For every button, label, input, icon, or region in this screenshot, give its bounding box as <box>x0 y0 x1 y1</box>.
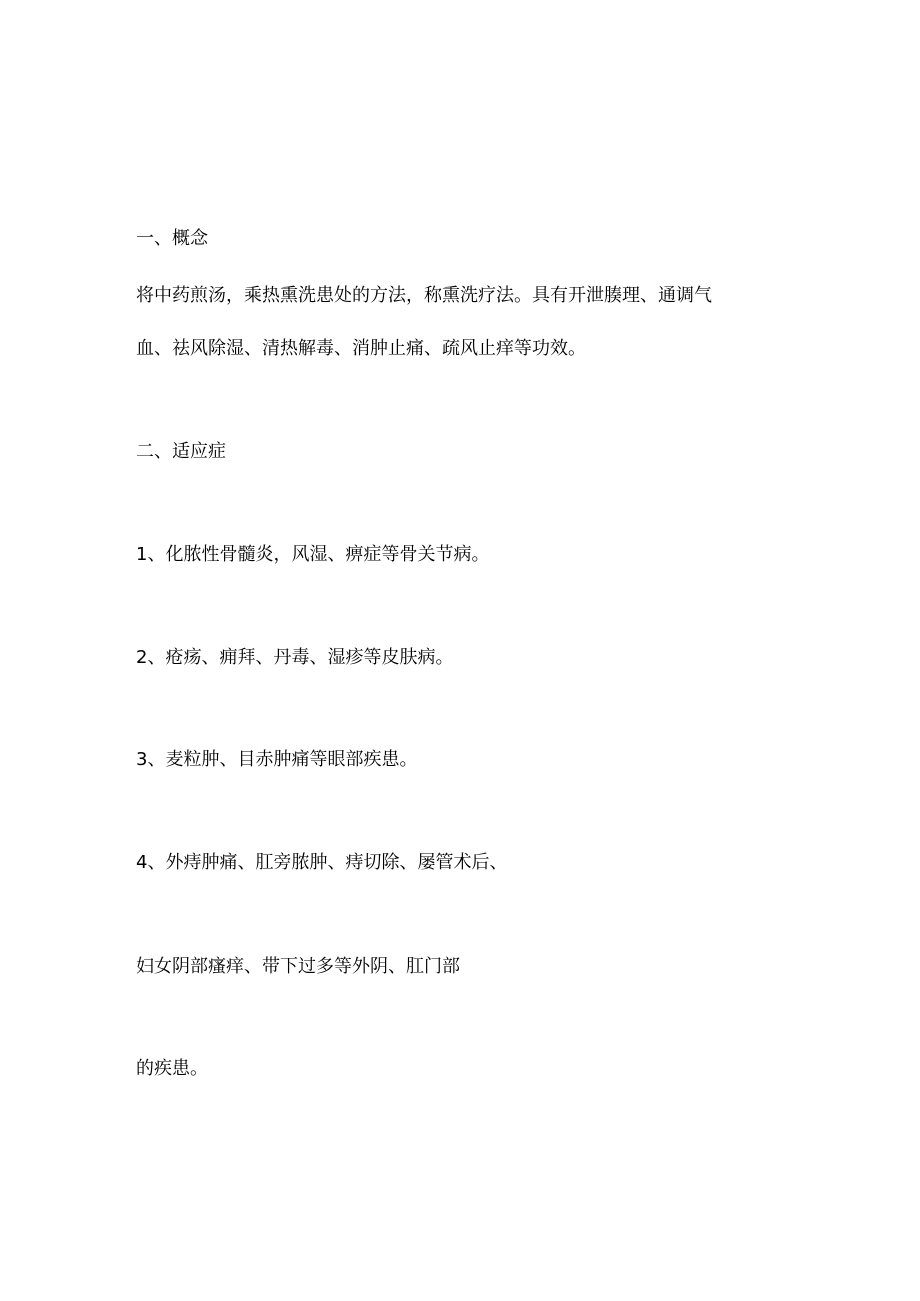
concept-paragraph-line-2: 血、祛风除湿、清热解毒、消肿止痛、疏风止痒等功效。 <box>136 338 586 359</box>
indication-item-1: 1、化脓性骨髓炎，风湿、痹症等骨关节病。 <box>136 544 490 565</box>
indication-item-4-line-1: 4、外痔肿痛、肛旁脓肿、痔切除、屡管术后、 <box>136 852 508 873</box>
indication-item-2: 2、疮疡、痈拜、丹毒、湿疹等皮肤病。 <box>136 647 454 668</box>
indication-item-4-line-2: 妇女阴部瘙痒、带下过多等外阴、肛门部 <box>136 956 460 977</box>
section-heading-indications: 二、适应症 <box>136 441 226 462</box>
indication-item-3: 3、麦粒肿、目赤肿痛等眼部疾患。 <box>136 749 418 770</box>
section-heading-concept: 一、概念 <box>136 228 208 249</box>
indication-item-4-line-3: 的疾患。 <box>136 1058 208 1079</box>
concept-paragraph-line-1: 将中药煎汤，乘热熏洗患处的方法，称熏洗疗法。具有开泄腠理、通调气 <box>136 285 712 306</box>
